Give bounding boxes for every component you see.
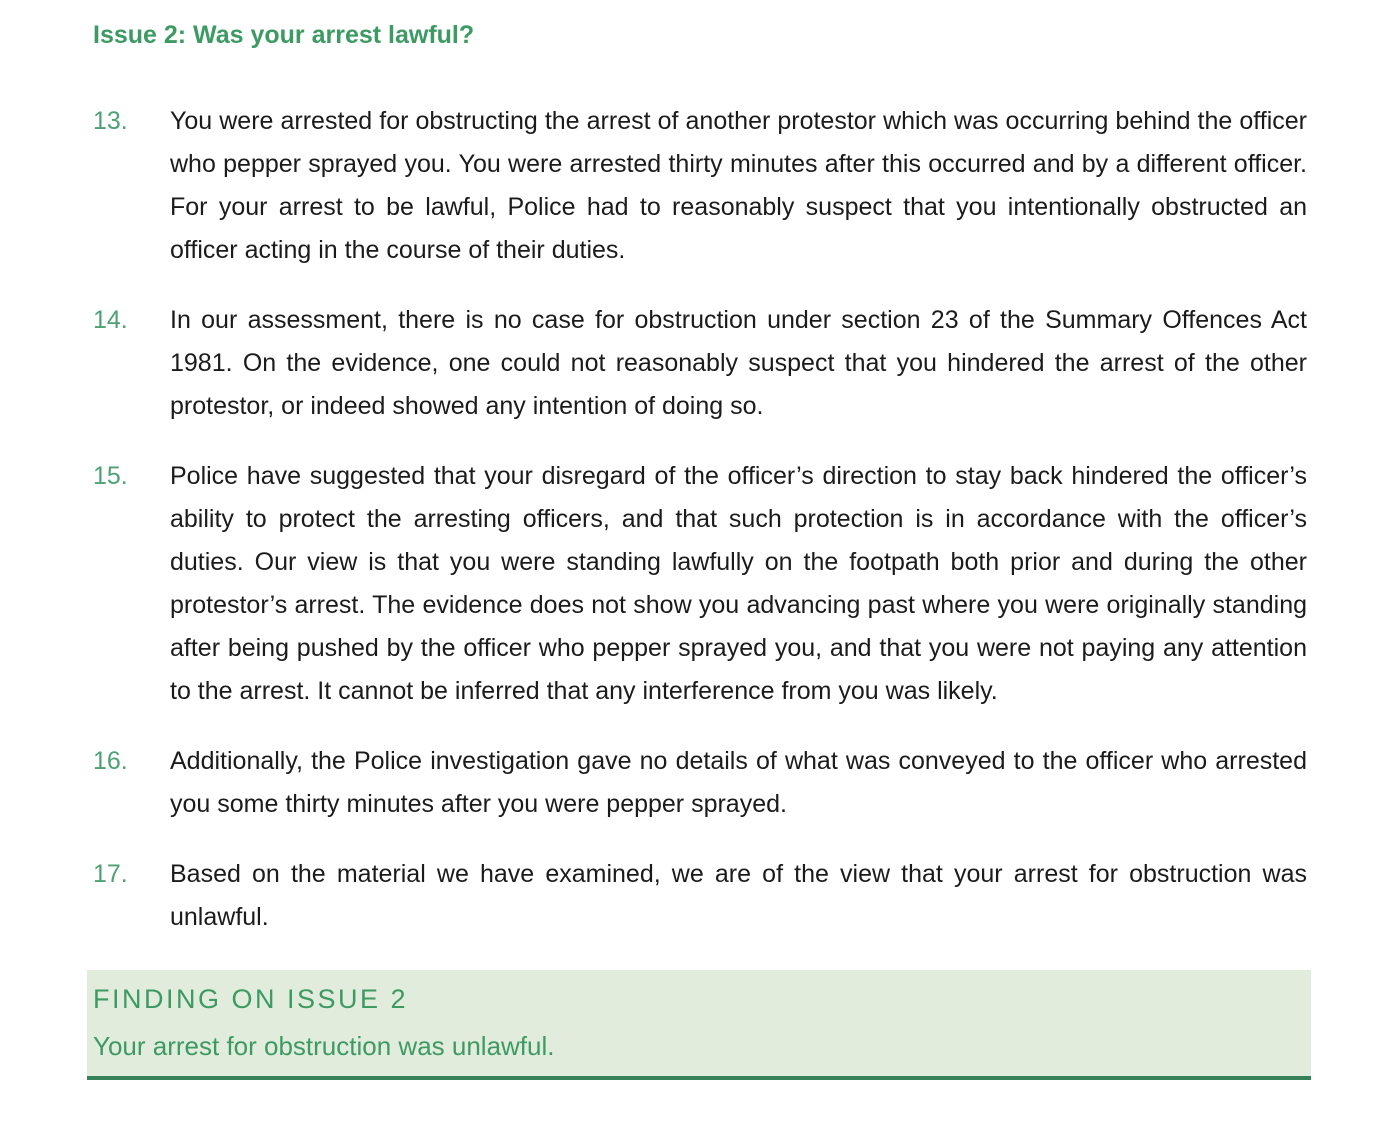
finding-title: FINDING ON ISSUE 2 <box>93 984 409 1014</box>
finding-box <box>87 970 1311 1080</box>
paragraph-text: Additionally, the Police investigation gave no details of what was conveyed to the officer who arrested you some thirty minutes after you were pepper sprayed. <box>170 747 1307 818</box>
paragraph-14 <box>93 299 1307 428</box>
paragraph-text: You were arrested for obstructing the arrest of another protestor which was occurring behind the officer who pepper sprayed you. You were arrested thirty minutes after this occurred and by a different officer. For your arrest to be lawful, Police had to reasonably suspect that you intentionally obstructed an officer acting in the course of their duties. <box>170 107 1307 264</box>
paragraph-17 <box>93 853 1307 939</box>
paragraph-16 <box>93 740 1307 826</box>
paragraph-text: In our assessment, there is no case for obstruction under section 23 of the Summary Offences Act 1981. On the evidence, one could not reasonably suspect that you hindered the arrest of the other protestor, or indeed showed any intention of doing so. <box>170 306 1307 420</box>
finding-text: Your arrest for obstruction was unlawful. <box>93 1031 555 1061</box>
paragraph-text: Based on the material we have examined, we are of the view that your arrest for obstruction was unlawful. <box>170 860 1307 931</box>
paragraph-number: 17. <box>93 860 128 888</box>
paragraph-number: 16. <box>93 747 128 775</box>
paragraph-15 <box>93 455 1307 713</box>
paragraph-13 <box>93 100 1307 272</box>
issue-heading: Issue 2: Was your arrest lawful? <box>93 21 475 49</box>
paragraph-text: Police have suggested that your disregard of the officer’s direction to stay back hindered the officer’s ability to protect the arresting officers, and that such protection is in accordance with the officer’s duties. Our view is that you were standing lawfully on the footpath both prior and during the other protestor’s arrest. The evidence does not show you advancing past where you were originally standing after being pushed by the officer who pepper sprayed you, and that you were not paying any attention to the arrest. It cannot be inferred that any interference from you was likely. <box>170 462 1307 705</box>
paragraph-number: 14. <box>93 306 128 334</box>
paragraph-number: 15. <box>93 462 128 490</box>
paragraph-number: 13. <box>93 107 128 135</box>
